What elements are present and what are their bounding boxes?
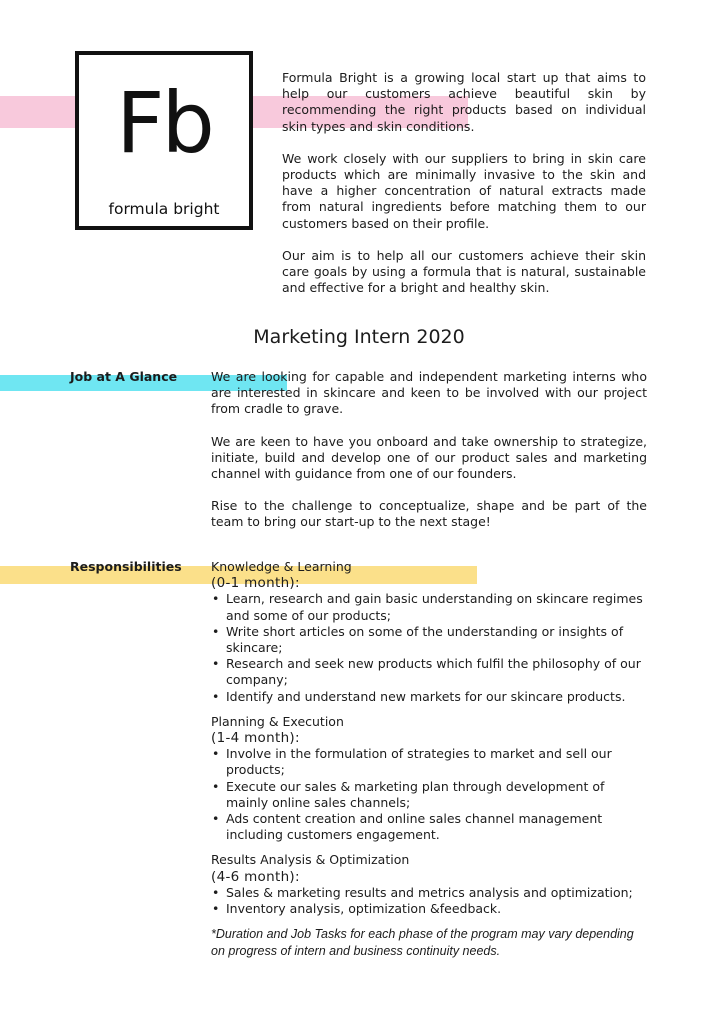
responsibilities-body xyxy=(211,559,647,959)
phase-task-list xyxy=(211,885,647,917)
intro-paragraph: Our aim is to help all our customers achieve their skin care goals by using a formula that is natural, sustainable and effective for a bright and healthy skin. xyxy=(282,247,646,296)
list-item: • Sales & marketing results and metrics analysis and optimization; xyxy=(211,885,647,901)
list-item: • Execute our sales & marketing plan through development of mainly online sales channels; xyxy=(211,779,647,811)
page-title: Marketing Intern 2020 xyxy=(253,326,465,348)
company-intro xyxy=(282,70,646,312)
phase-task-list xyxy=(211,746,647,843)
phase-task-list xyxy=(211,591,647,704)
phase-block xyxy=(211,852,647,917)
phase-duration: (0-1 month): xyxy=(211,575,300,592)
intro-paragraph: Formula Bright is a growing local start up that aims to help our customers achieve beautiful skin by recommending the right products based on individual skin types and skin conditions. xyxy=(282,70,646,134)
list-item: • Identify and understand new markets for our skincare products. xyxy=(211,689,647,705)
list-item: • Research and seek new products which fulfil the philosophy of our company; xyxy=(211,656,647,688)
phase-title: Knowledge & Learning xyxy=(211,559,352,574)
list-item: • Write short articles on some of the understanding or insights of skincare; xyxy=(211,624,647,656)
section-label-responsibilities: Responsibilities xyxy=(70,559,182,574)
phase-title: Planning & Execution xyxy=(211,713,344,729)
logo-monogram: Fb xyxy=(116,74,212,172)
phase-block xyxy=(211,714,647,844)
footnote: *Duration and Job Tasks for each phase of the program may vary depending on progress of intern and business continuity needs. xyxy=(211,927,634,958)
intro-paragraph: We work closely with our suppliers to bring in skin care products which are minimally invasive to the skin and have a higher concentration of natural extracts made from natural ingredients before matching them to our customers based on their profile. xyxy=(282,150,646,231)
phase-title: Results Analysis & Optimization xyxy=(211,852,410,868)
logo-wordmark: formula bright xyxy=(108,200,220,218)
list-item: • Inventory analysis, optimization &feedback. xyxy=(211,901,647,917)
list-item: • Ads content creation and online sales channel management including customers engagement. xyxy=(211,811,647,843)
brand-logo xyxy=(75,51,253,230)
list-item: • Learn, research and gain basic understanding on skincare regimes and some of our products; xyxy=(211,591,647,623)
phase-duration: (4-6 month): xyxy=(211,868,300,885)
glance-paragraph: We are keen to have you onboard and take ownership to strategize, initiate, build and develop one of our product sales and marketing channel with guidance from one of our founders. xyxy=(211,433,647,482)
glance-paragraph: Rise to the challenge to conceptualize, shape and be part of the team to bring our start-up to the next stage! xyxy=(211,498,647,530)
section-label-glance: Job at A Glance xyxy=(70,369,178,384)
list-item: • Involve in the formulation of strategies to market and sell our products; xyxy=(211,746,647,778)
glance-paragraph: We are looking for capable and independent marketing interns who are interested in skincare and keen to be involved with our project from cradle to grave. xyxy=(211,369,647,417)
phase-duration: (1-4 month): xyxy=(211,730,300,747)
glance-body xyxy=(211,369,647,547)
phase-block xyxy=(211,559,647,705)
